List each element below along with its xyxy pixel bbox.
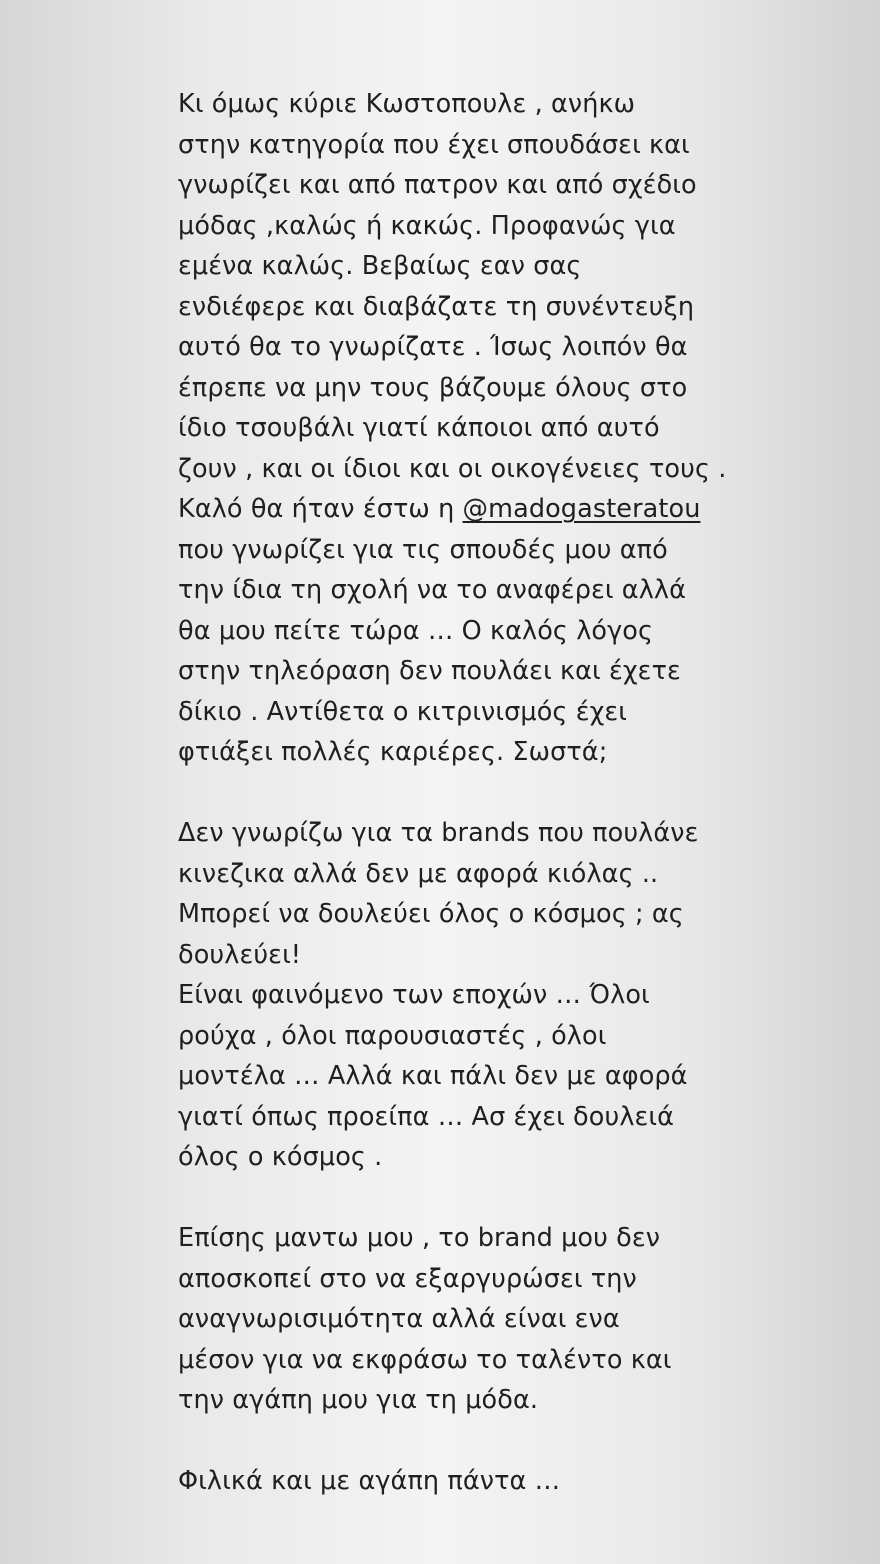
text-line: όλος ο κόσμος . [178,1142,383,1172]
text-line: μέσον για να εκφράσω το ταλέντο και [178,1344,672,1375]
text-line: θα μου πείτε τώρα … Ο καλός λόγος [178,615,654,646]
paragraph-1 [178,84,778,773]
text-line: φτιάξει πολλές καριέρες. Σωστά; [178,737,608,767]
text-line: που γνωρίζει για τις σπουδές μου από [178,534,668,565]
text-line: αυτό θα το γνωρίζατε . Ίσως λοιπόν θα [178,332,688,362]
text-line: Κι όμως κύριε Κωστοπουλε , ανήκω [178,89,636,119]
text-line: στην τηλεόραση δεν πουλάει και έχετε [178,656,681,686]
text-line: κινεζικα αλλά δεν με αφορά κιόλας .. [178,858,659,889]
text-line: Δεν γνωρίζω για τα brands που πουλάνε [178,818,699,848]
paragraph-2 [178,813,778,1178]
text-line: έπρεπε να μην τους βάζουμε όλους στο [178,372,688,403]
text-line: εμένα καλώς. Βεβαίως εαν σας [178,251,582,281]
text-line: δίκιο . Αντίθετα ο κιτρινισμός έχει [178,696,628,727]
text-line: ρούχα , όλοι παρουσιαστές , όλοι [178,1020,607,1051]
text-line: την αγάπη μου για τη μόδα. [178,1385,539,1415]
text-line: Επίσης μαντω μου , το brand μου δεν [178,1223,661,1253]
text-line: γνωρίζει και από πατρον και από σχέδιο [178,170,697,200]
text-fragment: Καλό θα ήταν έστω η [178,494,463,524]
text-line: αναγνωρισιμότητα αλλά είναι ενα [178,1304,620,1334]
text-line: γιατί όπως προείπα … Ασ έχει δουλειά [178,1101,675,1132]
text-line: μόδας ,καλώς ή κακώς. Προφανώς για [178,210,676,241]
text-line: αποσκοπεί στο να εξαργυρώσει την [178,1263,637,1294]
text-line: στην κατηγορία που έχει σπουδάσει και [178,129,690,160]
text-line: μοντέλα … Αλλά και πάλι δεν με αφορά [178,1061,688,1091]
text-line-with-mention [178,489,778,530]
mention-link[interactable]: @madogasteratou [462,494,701,524]
text-line: ίδιο τσουβάλι γιατί κάποιοι από αυτό [178,413,660,443]
text-line: Μπορεί να δουλεύει όλος ο κόσμος ; ας [178,899,684,929]
paragraph-spacer [178,1421,778,1462]
text-line: ενδιέφερε και διαβάζατε τη συνέντευξη [178,291,695,322]
text-line: την ίδια τη σχολή να το αναφέρει αλλά [178,575,686,605]
text-line: Είναι φαινόμενο των εποχών … Όλοι [178,980,650,1010]
story-text [178,84,778,1502]
paragraph-spacer [178,773,778,814]
text-line: δουλεύει! [178,939,302,970]
paragraph-3 [178,1218,778,1421]
paragraph-spacer [178,1178,778,1219]
signoff-line: Φιλικά και με αγάπη πάντα … [178,1466,561,1496]
text-line: ζουν , και οι ίδιοι και οι οικογένειες τους . [178,453,727,484]
